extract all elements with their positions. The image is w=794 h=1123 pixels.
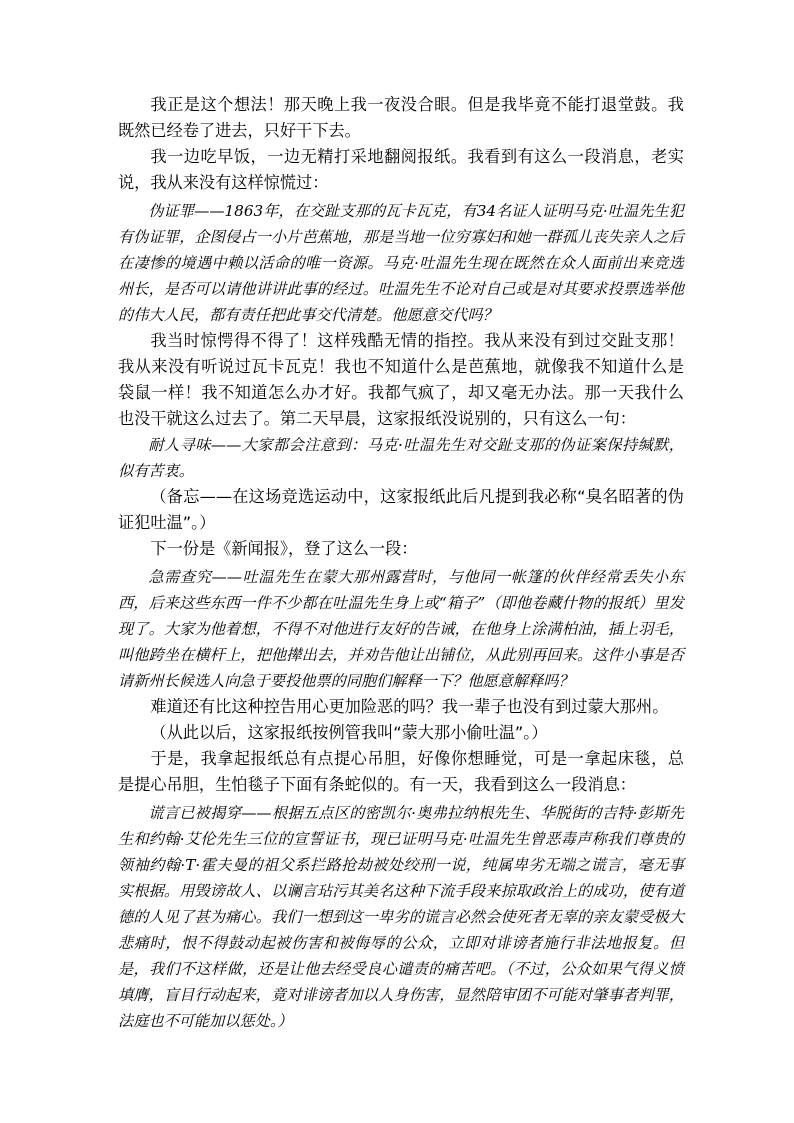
paragraph-5: 难道还有比这种控告用心更加险恶的吗？我一辈子也没有到过蒙大那州。 <box>150 697 669 716</box>
document-page <box>118 92 684 1034</box>
quote-perjury: 伪证罪——1863年，在交趾支那的瓦卡瓦克，有34名证人证明马克·吐温先生犯有伪证罪，企图侵占一小片芭蕉地，那是当地一位穷寡妇和她一群孤儿丧失亲人之后在凄惨的境遇中赖以活命的唯一资源。马克·吐温先生现在既然在众人面前出来竞选州长，是否可以请他讲讲此事的经过。吐温先生不论对自己或是对其要求投票选举他的伟大人民，都有责任把此事交代清楚。他愿意交代吗？ <box>118 202 684 324</box>
quote-urgent-inquiry: 急需查究——吐温先生在蒙大那州露营时，与他同一帐篷的伙伴经常丢失小东西，后来这些东西一件不少都在吐温先生身上或“箱子”（即他卷藏什物的报纸）里发现了。大家为他着想，不得不对他进行友好的告诫，在他身上涂满柏油，插上羽毛，叫他跨坐在横杆上，把他撵出去，并劝告他让出铺位，从此别再回来。这件小事是否请新州长候选人向急于要投他票的同胞们解释一下？他愿意解释吗？ <box>118 568 684 690</box>
paragraph-1: 我正是这个想法！那天晚上我一夜没合眼。但是我毕竟不能打退堂鼓。我既然已经卷了进去，只好干下去。 <box>118 95 684 140</box>
memo-note-1: （备忘——在这场竞选运动中，这家报纸此后凡提到我必称“臭名昭著的伪证犯吐温”。） <box>118 487 684 532</box>
paragraph-2: 我一边吃早饭，一边无精打采地翻阅报纸。我看到有这么一段消息，老实说，我从来没有这样惊慌过： <box>118 147 684 192</box>
paragraph-4: 下一份是《新闻报》，登了这么一段： <box>150 539 418 558</box>
paragraph-6: 于是，我拿起报纸总有点提心吊胆，好像你想睡觉，可是一拿起床毯，总是提心吊胆，生怕毯子下面有条蛇似的。有一天，我看到这么一段消息： <box>118 749 684 794</box>
quote-suggestive: 耐人寻味——大家都会注意到：马克·吐温先生对交趾支那的伪证案保持缄默，似有苦衷。 <box>118 436 684 480</box>
paragraph-3: 我当时惊愕得不得了！这样残酷无情的指控。我从来没有到过交趾支那！我从来没有听说过瓦卡瓦克！我也不知道什么是芭蕉地，就像我不知道什么是袋鼠一样！我不知道怎么办才好。我都气疯了，却又毫无办法。那一天我什么也没干就这么过去了。第二天早晨，这家报纸没说别的，只有这么一句： <box>118 331 684 428</box>
quote-lie-exposed: 谎言已被揭穿——根据五点区的密凯尔·奥弗拉纳根先生、华脱街的吉特·彭斯先生和约翰·艾伦先生三位的宣誓证书，现已证明马克·吐温先生曾恶毒声称我们尊贵的领袖约翰·T·霍夫曼的祖父系拦路抢劫被处绞刑一说，纯属卑劣无端之谎言，毫无事实根据。用毁谤故人、以谰言玷污其美名这种下流手段来掠取政治上的成功，使有道德的人见了甚为痛心。我们一想到这一卑劣的谎言必然会使死者无辜的亲友蒙受极大悲痛时，恨不得鼓动起被伤害和被侮辱的公众，立即对诽谤者施行非法地报复。但是，我们不这样做，还是让他去经受良心谴责的痛苦吧。（不过，公众如果气得义愤填膺，盲目行动起来，竟对诽谤者加以人身伤害，显然陪审团不可能对肇事者判罪，法庭也不可能加以惩处。） <box>118 804 684 1030</box>
memo-note-2: （从此以后，这家报纸按例管我叫“蒙大那小偷吐温”。） <box>150 723 548 742</box>
